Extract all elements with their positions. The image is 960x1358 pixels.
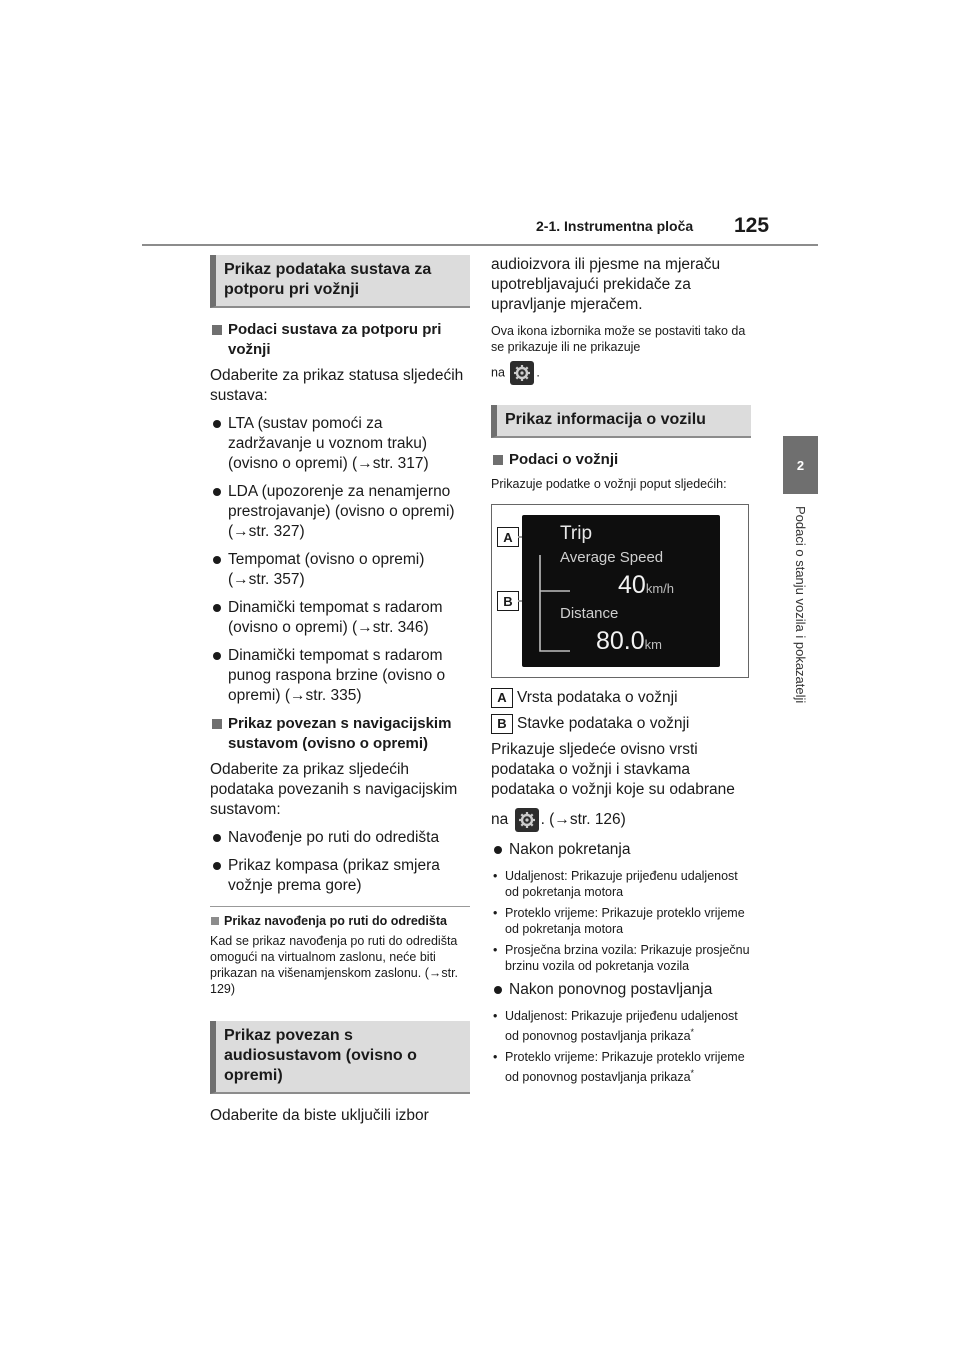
paragraph: Odaberite za prikaz sljedećih podataka povezanih s navigacijskim sustavom: [210, 761, 458, 818]
list-item: Nakon pokretanja [491, 840, 751, 860]
note-title: Prikaz navođenja po ruti do odredišta [210, 913, 470, 929]
list-item: Nakon ponovnog postavljanja [491, 980, 751, 1000]
list-item: Tempomat (ovisno o opremi) (→str. 357) [210, 550, 470, 590]
section-title-driver-support: Prikaz podataka sustava za potporu pri vožnji [210, 255, 470, 308]
page-number: 125 [734, 214, 770, 237]
trip-display-figure [491, 504, 749, 678]
text-fragment: na [491, 365, 505, 380]
chapter-side-title: Podaci o stanju vozila i pokazatelji [793, 506, 808, 704]
sub-list-item: • Proteklo vrijeme: Prikazuje proteklo vrijeme od pokretanja motora [491, 905, 751, 937]
paragraph: Prikazuje sljedeće ovisno vrsti podataka o vožnji i stavkama podataka o vožnji koje su odabrane [491, 741, 735, 798]
sub-list-text: Udaljenost: Prikazuje prijeđenu udaljenost od ponovnog postavljanja prikaza [505, 1009, 738, 1044]
label-b: B [491, 714, 513, 734]
icon-note-line [491, 361, 751, 385]
icon-note: Ova ikona izbornika može se postaviti tako da se prikazuje ili ne prikazuje [491, 324, 746, 354]
instrument-screen [522, 515, 720, 667]
list-item: Dinamički tempomat s radarom punog raspona brzine (ovisno o opremi) (→str. 335) [210, 646, 470, 706]
subsection-title: Podaci sustava za potporu pri vožnji [210, 320, 470, 360]
gear-icon [510, 361, 534, 385]
list-item: Dinamički tempomat s radarom (ovisno o opremi) (→str. 346) [210, 598, 470, 638]
chapter-tab[interactable]: 2 [783, 436, 818, 494]
subsection-title: Podaci o vožnji [491, 450, 751, 470]
callout-b: B [497, 591, 519, 611]
sub-list [491, 1008, 751, 1085]
list-item: LDA (upozorenje za nenamjerno prestrojavanje) (ovisno o opremi) (→str. 327) [210, 482, 470, 542]
note-text: Kad se prikaz navođenja po ruti do odredišta omogući na virtualnom zaslonu, neće biti prikazan na višenamjenskom zaslonu. (→str. 129) [210, 934, 459, 996]
speed-unit: km/h [645, 581, 674, 596]
footnote-mark: * [690, 1068, 695, 1079]
distance-unit: km [644, 637, 663, 652]
legend-text: Stavke podataka o vožnji [517, 715, 690, 732]
footnote-mark: * [690, 1027, 695, 1037]
paragraph: Prikazuje podatke o vožnji poput sljedećih: [491, 477, 727, 491]
section-title-vehicle-info: Prikaz informacija o vozilu [491, 405, 751, 438]
paragraph-line [491, 808, 751, 832]
subsection-title: Prikaz povezan s navigacijskim sustavom (ovisno o opremi) [210, 714, 470, 754]
right-column [491, 255, 751, 1091]
gear-icon [515, 808, 539, 832]
section-title-audio: Prikaz povezan s audiosustavom (ovisno o opremi) [210, 1021, 470, 1094]
paragraph: Odaberite za prikaz statusa sljedećih sustava: [210, 367, 464, 404]
text-fragment: . (→str. 126) [540, 811, 626, 829]
list-item: Prikaz kompasa (prikaz smjera vožnje prema gore) [210, 856, 470, 896]
text-fragment: . [536, 365, 540, 380]
callout-a: A [497, 527, 519, 547]
trip-label: Trip [560, 523, 593, 544]
text-fragment: na [491, 811, 509, 829]
sub-list-item [491, 1049, 751, 1085]
legend-b [491, 714, 751, 734]
average-speed-value [618, 571, 674, 600]
section-header: 2-1. Instrumentna ploča [536, 218, 694, 234]
label-a: A [491, 688, 513, 708]
list-item: LTA (sustav pomoći za zadržavanje u voznom traku) (ovisno o opremi) (→str. 317) [210, 414, 470, 474]
distance-number: 80.0 [596, 627, 645, 655]
note-block [210, 906, 470, 997]
distance-label: Distance [560, 605, 619, 622]
average-speed-label: Average Speed [560, 549, 664, 566]
distance-value [596, 627, 662, 656]
speed-number: 40 [618, 571, 646, 599]
legend-a [491, 688, 751, 708]
paragraph: Odaberite da biste uključili izbor [210, 1107, 429, 1124]
sub-list-text: Proteklo vrijeme: Prikazuje proteklo vrijeme od ponovnog postavljanja prikaza [505, 1050, 745, 1085]
legend-text: Vrsta podataka o vožnji [517, 689, 678, 706]
header-divider [142, 244, 818, 246]
list-item: Navođenje po ruti do odredišta [210, 828, 470, 848]
sub-list-item: • Udaljenost: Prikazuje prijeđenu udaljenost od pokretanja motora [491, 868, 751, 900]
paragraph: audioizvora ili pjesme na mjeraču upotrebljavajući prekidače za upravljanje mjeračem. [491, 256, 721, 313]
sub-list-item [491, 1008, 751, 1044]
left-column [210, 255, 470, 1134]
sub-list-item: • Prosječna brzina vozila: Prikazuje prosječnu brzinu vozila od pokretanja vozila [491, 942, 751, 974]
sub-list [491, 868, 751, 974]
